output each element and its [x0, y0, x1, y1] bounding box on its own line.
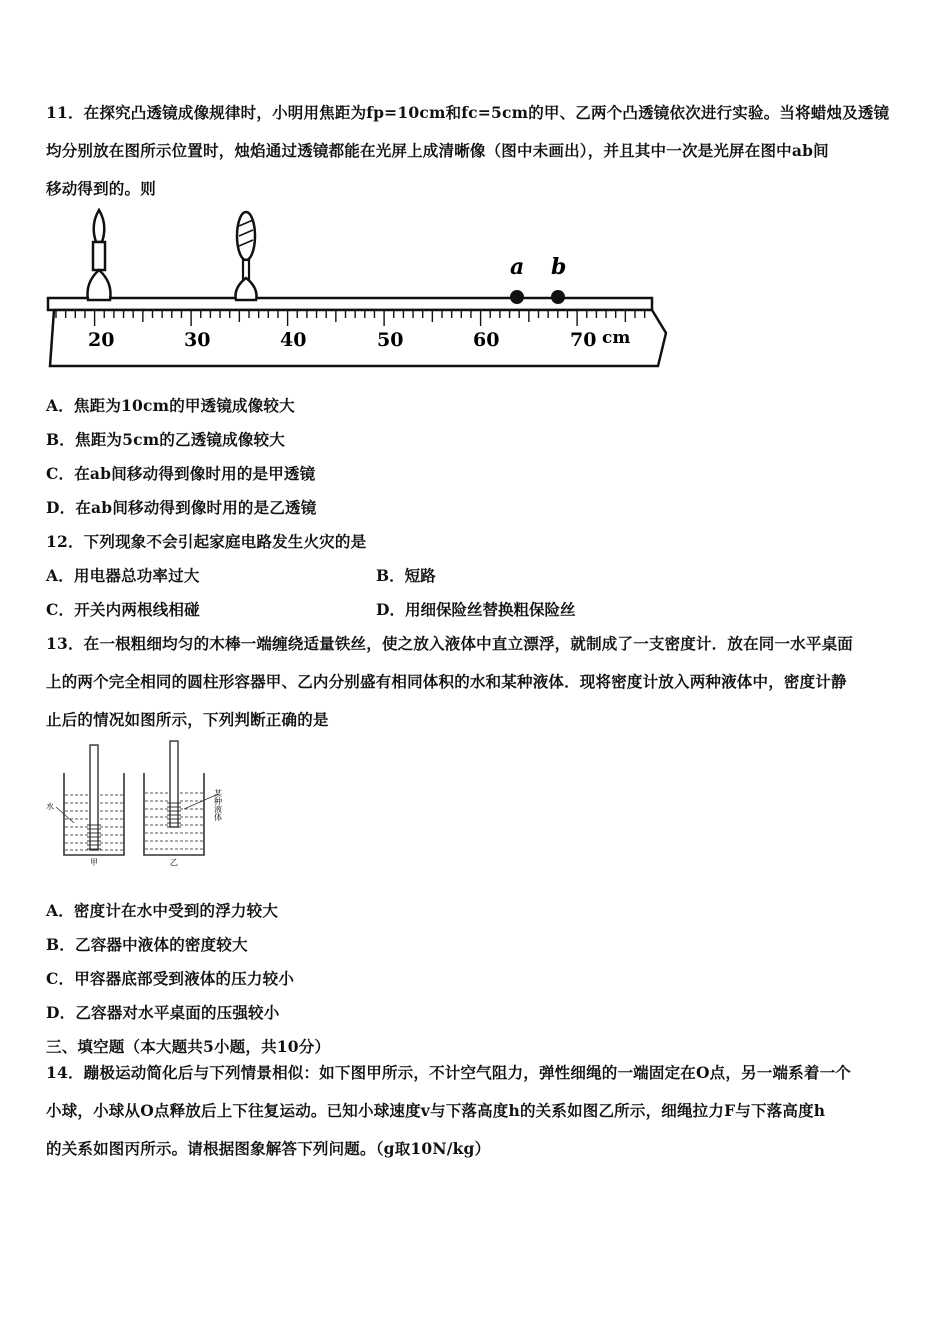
- point-a: [510, 290, 524, 304]
- label-yi: 乙: [170, 858, 178, 867]
- label-b: b: [551, 254, 567, 280]
- q12-option-a: A．用电器总功率过大: [46, 566, 200, 585]
- q14-stem-line-2: 小球，小球从O点释放后上下往复运动。已知小球速度v与下落高度h的关系如图乙所示，细绳拉力F与下落高度h: [46, 1101, 826, 1120]
- q13-option-c: C．甲容器底部受到液体的压力较小: [46, 969, 295, 988]
- label-a: a: [510, 254, 525, 280]
- tick-label-60: 60: [473, 329, 500, 351]
- q11-option-c: C．在ab间移动得到像时用的是甲透镜: [46, 464, 316, 483]
- label-water: 水: [46, 802, 54, 811]
- hydrometer-in-water: [90, 745, 98, 850]
- q13-option-d: D．乙容器对水平桌面的压强较小: [46, 1003, 280, 1022]
- hydrometer-in-liquid: [170, 741, 178, 827]
- q11-stem-line-3: 移动得到的。则: [46, 179, 156, 198]
- q13-stem-line-3: 止后的情况如图所示，下列判断正确的是: [46, 710, 329, 729]
- tick-label-20: 20: [88, 329, 115, 351]
- q13-option-a: A．密度计在水中受到的浮力较大: [46, 901, 279, 920]
- hydrometer-figure: [44, 737, 236, 871]
- optical-bench-figure: [46, 208, 671, 373]
- lens: [235, 212, 256, 300]
- unit-label: cm: [602, 328, 631, 348]
- q11-stem-line-1: 11．在探究凸透镜成像规律时，小明用焦距为fp=10cm和fc=5cm的甲、乙两个凸透镜依次进行实验。当将蜡烛及透镜: [46, 103, 890, 122]
- q11-option-d: D．在ab间移动得到像时用的是乙透镜: [46, 498, 317, 517]
- q13-stem-line-2: 上的两个完全相同的圆柱形容器甲、乙内分别盛有相同体积的水和某种液体．现将密度计放入两种液体中，密度计静: [46, 672, 847, 691]
- q14-stem-line-1: 14．蹦极运动简化后与下列情景相似：如下图甲所示，不计空气阻力，弹性细绳的一端固定在O点，另一端系着一个: [46, 1063, 851, 1082]
- q12-option-d: D．用细保险丝替换粗保险丝: [376, 600, 576, 619]
- q13-option-b: B．乙容器中液体的密度较大: [46, 935, 248, 954]
- tick-label-40: 40: [280, 329, 307, 351]
- label-jia: 甲: [90, 858, 98, 867]
- section-title: 三、填空题（本大题共5小题，共10分）: [46, 1037, 331, 1056]
- q12-stem: 12．下列现象不会引起家庭电路发生火灾的是: [46, 532, 367, 551]
- q12-option-c: C．开关内两根线相碰: [46, 600, 200, 619]
- q11-option-b: B．焦距为5cm的乙透镜成像较大: [46, 430, 285, 449]
- q13-stem-line-1: 13．在一根粗细均匀的木棒一端缠绕适量铁丝，使之放入液体中直立漂浮，就制成了一支密度计．放在同一水平桌面: [46, 634, 853, 653]
- q14-stem-line-3: 的关系如图丙所示。请根据图象解答下列问题。（g取10N/kg）: [46, 1139, 491, 1158]
- tick-label-50: 50: [377, 329, 404, 351]
- label-liquid: 某种液体: [213, 789, 223, 821]
- q12-option-b: B．短路: [376, 566, 436, 585]
- tick-label-30: 30: [184, 329, 211, 351]
- q11-stem-line-2: 均分别放在图所示位置时，烛焰通过透镜都能在光屏上成清晰像（图中未画出），并且其中一次是光屏在图中ab间: [46, 141, 829, 160]
- candle: [87, 210, 110, 300]
- q11-option-a: A．焦距为10cm的甲透镜成像较大: [46, 396, 295, 415]
- point-b: [551, 290, 565, 304]
- tick-label-70: 70: [570, 329, 597, 351]
